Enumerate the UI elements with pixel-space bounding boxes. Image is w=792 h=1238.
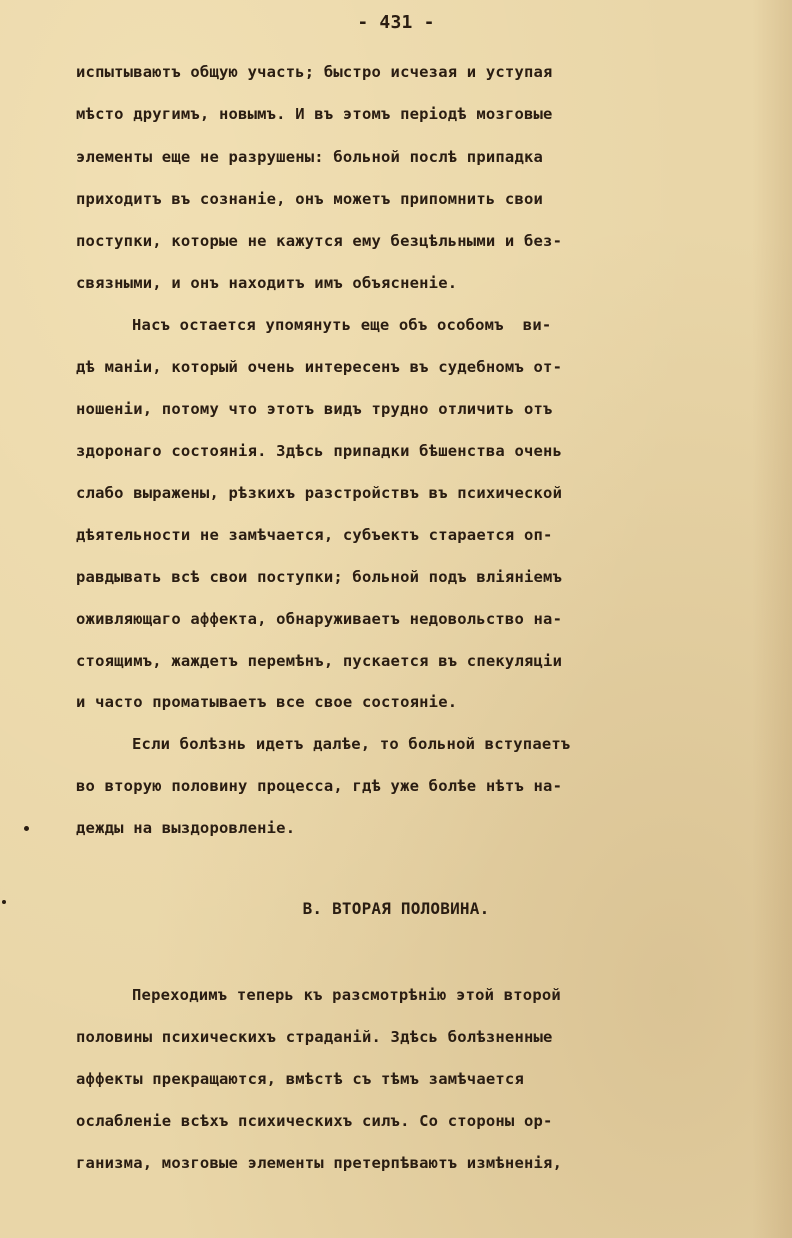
ink-speck <box>24 826 29 831</box>
text-line: дѣ маніи, который очень интересенъ въ судебномъ от- <box>76 358 563 376</box>
text-line: приходитъ въ сознаніе, онъ можетъ припомнить свои <box>76 190 544 208</box>
text-line: здоронаго состоянія. Здѣсь припадки бѣшенства очень <box>76 442 563 460</box>
text-line: ношеніи, потому что этотъ видъ трудно отличить отъ <box>76 400 553 418</box>
text-line: испытываютъ общую участь; быстро исчезая и уступая <box>76 63 553 81</box>
text-line: дежды на выздоровленіе. <box>76 819 296 837</box>
text-line: связными, и онъ находитъ имъ объясненіе. <box>76 274 458 292</box>
text-line: равдывать всѣ свои поступки; больной подъ вліяніемъ <box>76 568 563 586</box>
text-line: половины психическихъ страданій. Здѣсь болѣзненные <box>76 1028 553 1046</box>
text-line: Насъ остается упомянуть еще объ особомъ ви- <box>132 316 552 334</box>
text-line: ганизма, мозговые элементы претерпѣваютъ измѣненія, <box>76 1154 563 1172</box>
ink-speck <box>2 900 6 904</box>
page-number: - 431 - <box>357 12 435 33</box>
text-line: дѣятельности не замѣчается, субъектъ старается оп- <box>76 526 553 544</box>
text-line: элементы еще не разрушены: больной послѣ припадка <box>76 148 544 166</box>
text-line: поступки, которые не кажутся ему безцѣльными и без- <box>76 232 563 250</box>
text-line: аффекты прекращаются, вмѣстѣ съ тѣмъ замѣчается <box>76 1070 524 1088</box>
text-line: слабо выражены, рѣзкихъ разстройствъ въ психической <box>76 484 563 502</box>
section-heading: В. ВТОРАЯ ПОЛОВИНА. <box>302 899 490 918</box>
text-line: ослабленіе всѣхъ психическихъ силъ. Со стороны ор- <box>76 1112 553 1130</box>
text-line: во вторую половину процесса, гдѣ уже болѣе нѣтъ на- <box>76 777 563 795</box>
text-line: стоящимъ, жаждетъ перемѣнъ, пускается въ спекуляціи <box>76 652 563 670</box>
text-line: Переходимъ теперь къ разсмотрѣнію этой второй <box>132 986 561 1004</box>
text-line: мѣсто другимъ, новымъ. И въ этомъ періодѣ мозговые <box>76 105 553 123</box>
text-line: Если болѣзнь идетъ далѣе, то больной вступаетъ <box>132 735 571 753</box>
text-line: и часто проматываетъ все свое состояніе. <box>76 693 458 711</box>
page-edge-shadow <box>752 0 792 1238</box>
text-line: оживляющаго аффекта, обнаруживаетъ недовольство на- <box>76 610 563 628</box>
